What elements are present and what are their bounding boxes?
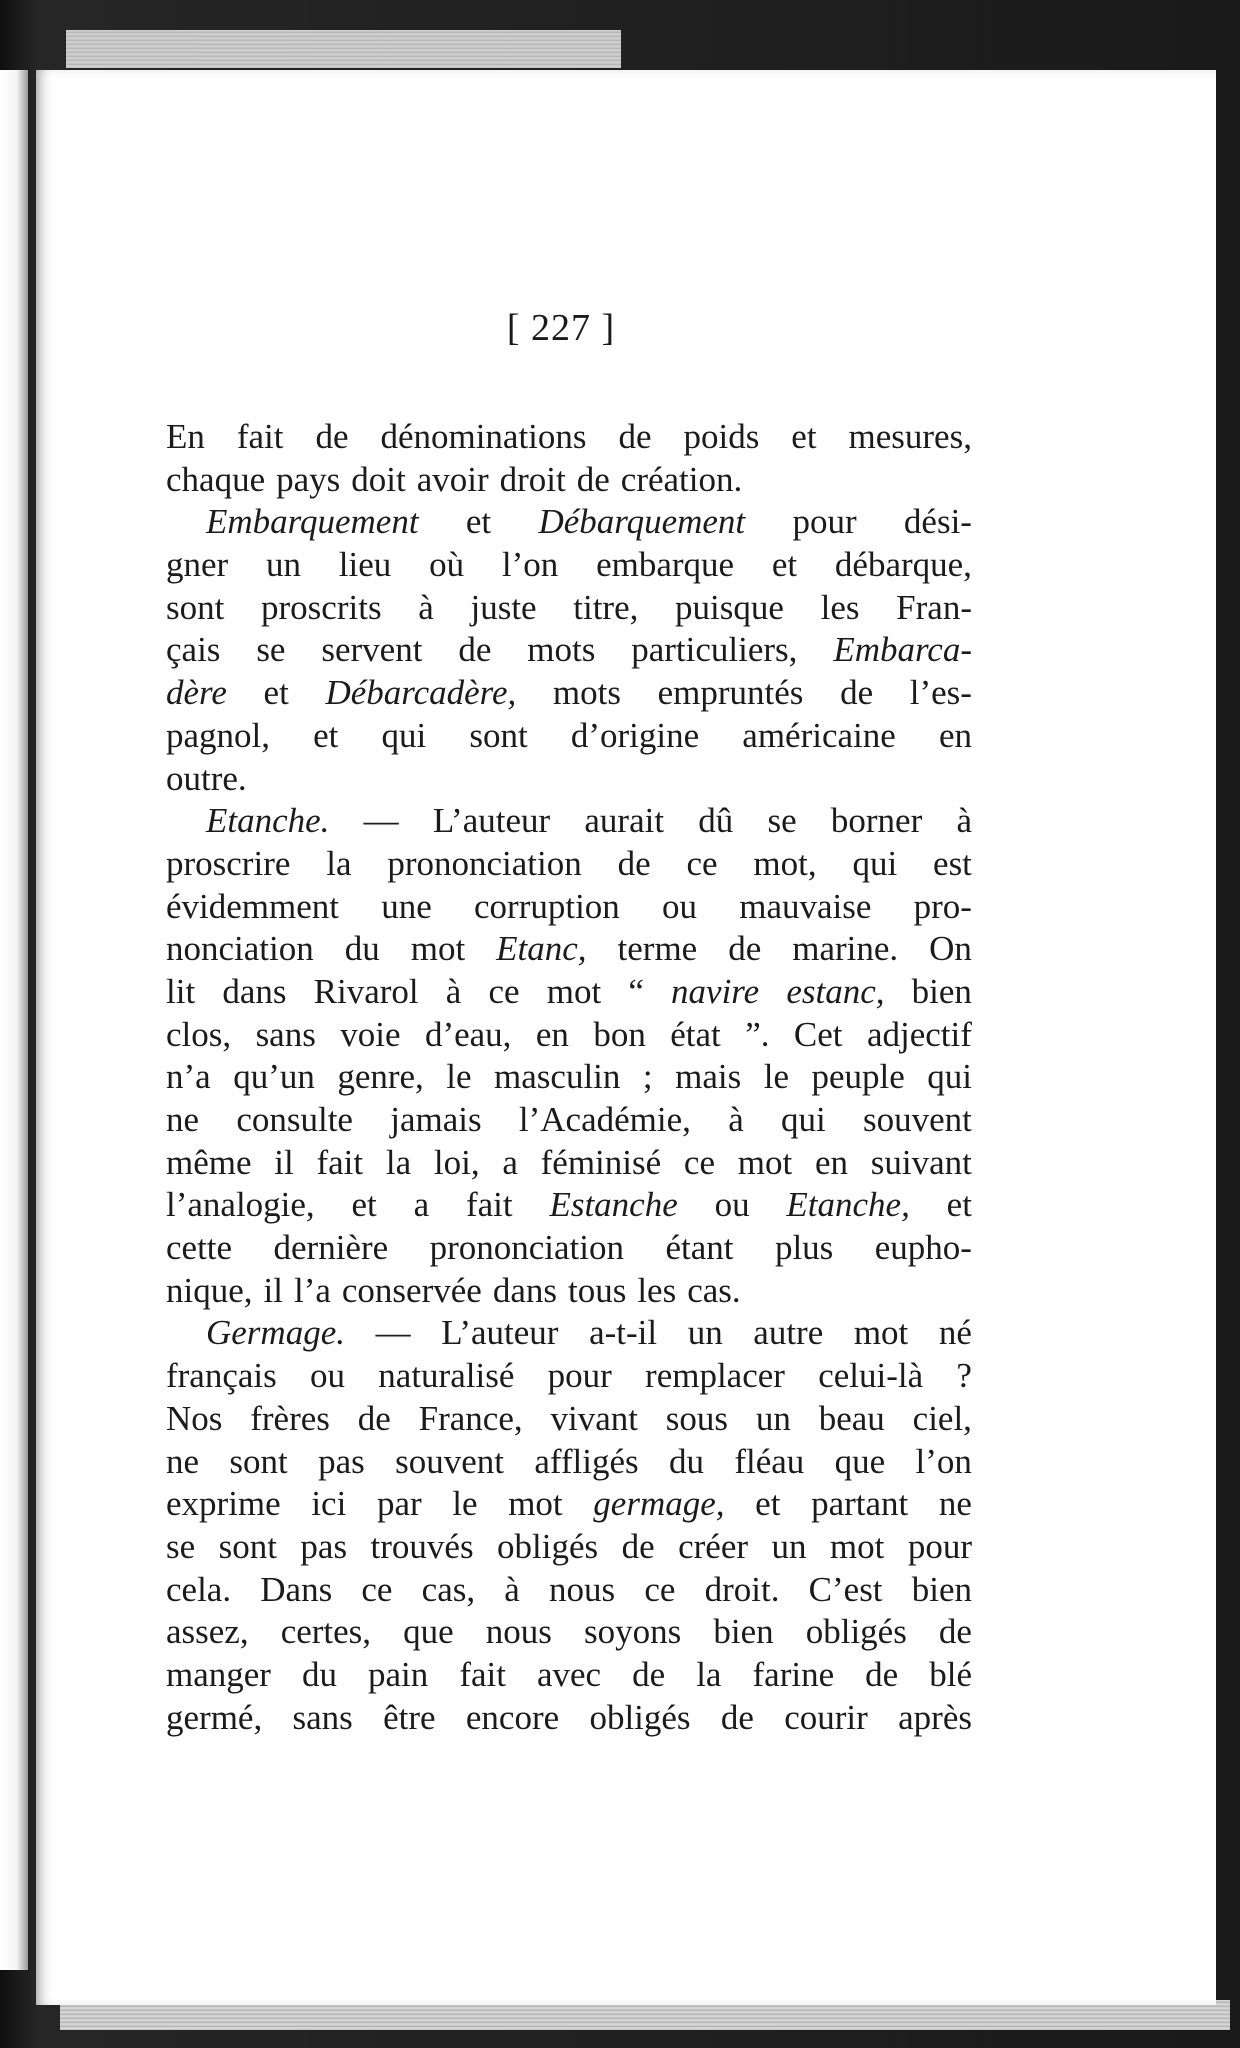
word: ce [683, 1142, 715, 1182]
word: évidemment [166, 886, 340, 926]
word: mesures, [848, 417, 972, 456]
word: une [381, 886, 432, 926]
italic-word: germage, [593, 1484, 725, 1524]
word: mot, [753, 843, 817, 883]
word: à [445, 971, 462, 1011]
word: a-t-il [589, 1313, 658, 1353]
word: sont [166, 587, 225, 627]
word: même [166, 1142, 252, 1182]
text-line [166, 459, 972, 502]
page-number: [ 227 ] [506, 307, 616, 349]
word: assez, [166, 1612, 249, 1652]
word: créer [678, 1526, 749, 1566]
word: que [834, 1441, 886, 1481]
word: de [458, 630, 492, 670]
italic-word: Embarca- [833, 630, 972, 670]
word: courir [784, 1697, 868, 1737]
word: il [263, 1270, 283, 1310]
word: nous [549, 1569, 616, 1609]
word: sont [469, 715, 528, 755]
word: de [720, 1697, 754, 1737]
word: empruntés [657, 673, 804, 713]
word: soyons [584, 1612, 682, 1652]
word: les [820, 587, 860, 627]
word: mot [410, 929, 466, 969]
word: frères [250, 1398, 330, 1438]
word: a [502, 1142, 518, 1182]
word: ou [662, 886, 698, 926]
word: ”. [745, 1014, 770, 1054]
word: Fran- [896, 587, 972, 627]
word: mot [853, 1313, 909, 1353]
word: la [326, 843, 352, 883]
word: de [621, 1526, 655, 1566]
word: pour [792, 502, 857, 542]
italic-word: estanc, [786, 971, 885, 1011]
body-text [166, 416, 972, 1739]
word: les [637, 1270, 677, 1310]
word: — [363, 801, 399, 841]
word: remplacer [645, 1356, 785, 1396]
word: gner [166, 545, 229, 585]
text-line [166, 928, 972, 971]
word: sans [255, 1014, 316, 1054]
word: vivant [550, 1398, 638, 1438]
word: qui [852, 843, 898, 883]
word: fait [316, 1142, 364, 1182]
italic-word: Débarquement [538, 502, 746, 542]
word: manger [166, 1654, 271, 1694]
word: juste [470, 587, 537, 627]
word: conservée [341, 1270, 482, 1310]
text-line [166, 587, 972, 630]
word: ne [166, 1441, 200, 1481]
word: jamais [390, 1100, 482, 1139]
word: loi, [433, 1142, 480, 1182]
word: cas, [421, 1569, 476, 1609]
word: nous [485, 1612, 552, 1652]
word: état [670, 1014, 721, 1054]
word: sont [229, 1441, 288, 1481]
word: de [617, 843, 651, 883]
word: pas [300, 1526, 348, 1566]
word: après [898, 1697, 972, 1737]
text-line [166, 715, 972, 758]
italic-word: Etanc, [496, 929, 587, 969]
word: être [383, 1697, 436, 1737]
word: certes, [280, 1612, 372, 1652]
word: trouvés [370, 1526, 474, 1566]
word: ciel, [912, 1398, 972, 1438]
word: souvent [395, 1441, 504, 1481]
word: nonciation [166, 929, 314, 969]
word: dernière [273, 1228, 389, 1268]
word: proscrire [166, 843, 291, 883]
word: bien [911, 971, 972, 1011]
word: cela. [166, 1569, 232, 1609]
word: dans [222, 971, 287, 1011]
text-line [166, 758, 972, 801]
word: d’origine [570, 715, 700, 755]
word: du [301, 1654, 337, 1694]
word: bon [593, 1014, 646, 1054]
word: ne [166, 1100, 200, 1139]
word: dénominations [380, 417, 587, 456]
word: en [938, 715, 972, 755]
text-line [166, 416, 972, 459]
word: et [351, 1185, 377, 1225]
word: adjectif [866, 1014, 972, 1054]
word: sont [218, 1526, 277, 1566]
word: C’est [808, 1569, 883, 1609]
word: titre, [573, 587, 639, 627]
text-line [166, 886, 972, 929]
word: il [274, 1142, 294, 1182]
word: bien [713, 1612, 774, 1652]
word: pas [318, 1441, 365, 1481]
word: masculin [494, 1057, 621, 1097]
word: outre. [166, 758, 247, 798]
word: qu’un [233, 1057, 315, 1097]
word: genre, [337, 1057, 424, 1097]
word: débarque, [834, 545, 972, 585]
word: l’analogie, [166, 1185, 315, 1225]
italic-word: navire [671, 971, 760, 1011]
italic-word: Etanche, [786, 1185, 910, 1225]
word: l’a [293, 1270, 331, 1310]
word: prononciation [387, 843, 582, 883]
word: à [418, 587, 434, 627]
word: lieu [338, 545, 392, 585]
word: germé, [166, 1697, 263, 1737]
word: bien [911, 1569, 972, 1609]
word: la [385, 1142, 412, 1182]
word: de [632, 1654, 666, 1694]
word: aurait [584, 801, 665, 841]
text-line [166, 1526, 972, 1569]
word: la [696, 1654, 722, 1694]
word: qui [927, 1057, 972, 1097]
word: ici [311, 1484, 347, 1524]
word: où [429, 545, 465, 585]
word: voie [340, 1014, 401, 1054]
word: par [376, 1484, 422, 1524]
word: Cet [793, 1014, 843, 1054]
word: “ [628, 971, 644, 1011]
word: le [446, 1057, 472, 1097]
word: servent [321, 630, 423, 670]
word: fait [459, 1654, 506, 1694]
word: Dans [260, 1569, 333, 1609]
text-line [166, 1441, 972, 1484]
text-line [166, 1398, 972, 1441]
word: terme [617, 929, 698, 969]
word: fléau [734, 1441, 805, 1481]
word: fait [236, 417, 284, 456]
word: mot [829, 1526, 885, 1566]
word: l’on [915, 1441, 972, 1481]
word: est [933, 843, 972, 883]
word: mot [737, 1142, 793, 1182]
word: mais [675, 1057, 742, 1097]
word: l’es- [909, 673, 972, 713]
page-stack-top-edge [66, 30, 621, 68]
word: affligés [534, 1441, 639, 1481]
word: un [687, 1313, 723, 1353]
word: ou [310, 1356, 346, 1396]
word: ne [938, 1484, 972, 1524]
text-line [166, 1654, 972, 1697]
word: et [771, 545, 798, 585]
word: En [166, 417, 205, 456]
word: clos, [166, 1014, 232, 1054]
word: le [452, 1484, 478, 1524]
word: de [357, 1398, 391, 1438]
word: eupho- [874, 1228, 972, 1268]
word: çais [166, 630, 221, 670]
text-line [166, 672, 972, 715]
text-line [166, 1697, 972, 1740]
word: ? [956, 1356, 972, 1396]
word: doit [351, 459, 406, 499]
word: de [938, 1612, 972, 1652]
word: peuple [811, 1057, 905, 1097]
word: mots [527, 630, 596, 670]
word: l’on [501, 545, 559, 585]
word: plus [774, 1228, 834, 1268]
word: ce [686, 843, 718, 883]
text-line [166, 501, 972, 544]
word: suivant [870, 1142, 972, 1182]
word: se [256, 630, 286, 670]
word: à [504, 1569, 520, 1609]
page-stack-left-edge [0, 70, 28, 1970]
word: l’Académie, [518, 1100, 691, 1139]
word: proscrits [261, 587, 382, 627]
word: qui [781, 1100, 826, 1139]
word: L’auteur [441, 1313, 559, 1353]
word: naturalisé [378, 1356, 515, 1396]
word: mot [508, 1484, 563, 1524]
text-line [166, 843, 972, 886]
italic-word: Embarquement [206, 502, 419, 542]
text-line [166, 1355, 972, 1398]
word: à [728, 1100, 744, 1139]
word: Rivarol [313, 971, 419, 1011]
word: création. [620, 459, 743, 499]
text-line [166, 1483, 972, 1526]
word: et [465, 502, 492, 542]
italic-word: Etanche. [206, 801, 330, 841]
word: le [763, 1057, 789, 1097]
word: dans [492, 1270, 557, 1310]
word: et [791, 417, 817, 456]
word: obligés [805, 1612, 907, 1652]
word: beau [818, 1398, 885, 1438]
text-line [166, 1184, 972, 1227]
word: en [814, 1142, 848, 1182]
word: américaine [742, 715, 896, 755]
word: poids [683, 417, 760, 456]
word: se [166, 1526, 196, 1566]
text-line [166, 1569, 972, 1612]
word: cas. [687, 1270, 741, 1310]
word: de [618, 417, 652, 456]
word: sous [665, 1398, 729, 1438]
book-page [36, 70, 1216, 2005]
word: tous [567, 1270, 627, 1310]
word: a [413, 1185, 430, 1225]
word: marine. [792, 929, 899, 969]
word: fait [465, 1185, 513, 1225]
word: prononciation [429, 1228, 625, 1268]
word: consulte [236, 1100, 353, 1139]
text-line [166, 971, 972, 1014]
word: ce [488, 971, 520, 1011]
word: ce [361, 1569, 393, 1609]
word: de [728, 929, 762, 969]
italic-word: Estanche [549, 1185, 678, 1225]
italic-word: Germage. [206, 1313, 345, 1353]
word: né [938, 1313, 972, 1353]
word: étant [665, 1228, 734, 1268]
word: un [771, 1526, 807, 1566]
text-line [166, 800, 972, 843]
word: ; [642, 1057, 653, 1097]
word: de [840, 673, 874, 713]
word: mauvaise [739, 886, 872, 926]
word: blé [929, 1654, 972, 1694]
text-line [166, 1099, 972, 1142]
word: français [166, 1356, 277, 1396]
word: pour [547, 1356, 612, 1396]
text-line [166, 1056, 972, 1099]
word: et [263, 673, 289, 713]
text-line [166, 1611, 972, 1654]
word: borner [830, 801, 923, 841]
word: chaque [166, 459, 266, 499]
word: pays [276, 459, 341, 499]
word: mot [546, 971, 602, 1011]
word: sans [292, 1697, 353, 1737]
word: que [403, 1612, 454, 1652]
word: lit [166, 971, 196, 1011]
word: nique, [166, 1270, 253, 1310]
word: Nos [166, 1398, 223, 1438]
word: partant [811, 1484, 909, 1524]
word: avoir [416, 459, 489, 499]
word: de [315, 417, 349, 456]
word: droit. [704, 1569, 780, 1609]
word: France, [418, 1398, 523, 1438]
word: droit [499, 459, 566, 499]
word: souvent [863, 1100, 972, 1139]
word: avec [536, 1654, 602, 1694]
word: dési- [903, 502, 972, 542]
word: de [865, 1654, 899, 1694]
word: d’eau, [424, 1014, 512, 1054]
word: — [375, 1313, 411, 1353]
word: mots [552, 673, 621, 713]
text-line [166, 1227, 972, 1270]
word: et [946, 1185, 972, 1225]
word: autre [753, 1313, 824, 1353]
word: féminisé [540, 1142, 662, 1182]
text-line [166, 1312, 972, 1355]
word: de [576, 459, 610, 499]
word: exprime [166, 1484, 281, 1524]
word: corruption [474, 886, 620, 926]
word: à [956, 801, 972, 841]
word: du [669, 1441, 704, 1481]
text-line [166, 1014, 972, 1057]
word: farine [752, 1654, 835, 1694]
word: n’a [166, 1057, 211, 1097]
italic-word: dère [166, 673, 227, 713]
text-line [166, 544, 972, 587]
word: embarque [596, 545, 735, 585]
word: pagnol, [166, 715, 271, 755]
word: L’auteur [432, 801, 551, 841]
italic-word: Débarcadère, [325, 673, 517, 713]
word: un [266, 545, 301, 585]
text-line [166, 1142, 972, 1185]
word: du [344, 929, 380, 969]
word: obligés [589, 1697, 691, 1737]
text-line [166, 629, 972, 672]
word: un [755, 1398, 791, 1438]
word: qui [381, 715, 427, 755]
word: cette [166, 1228, 233, 1268]
text-line [166, 1270, 972, 1313]
word: pain [368, 1654, 429, 1694]
word: ou [714, 1185, 750, 1225]
word: ce [644, 1569, 676, 1609]
word: dû [698, 801, 734, 841]
word: en [535, 1014, 569, 1054]
word: On [929, 929, 972, 969]
word: encore [465, 1697, 560, 1737]
word: se [767, 801, 797, 841]
word: puisque [675, 587, 784, 627]
word: celui-là [818, 1356, 924, 1396]
word: particuliers, [631, 630, 798, 670]
word: pro- [913, 886, 972, 926]
word: obligés [497, 1526, 599, 1566]
word: et [313, 715, 339, 755]
word: et [755, 1484, 781, 1524]
word: pour [907, 1526, 972, 1566]
